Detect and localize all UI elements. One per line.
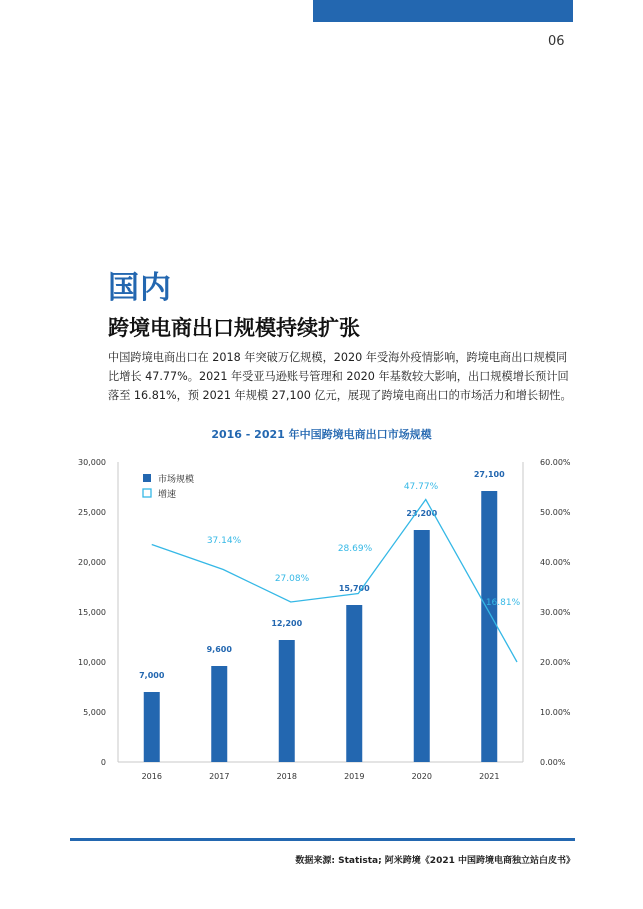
chart-title: 2016 - 2021 年中国跨境电商出口市场规模: [211, 428, 432, 441]
line-data-label: 28.69%: [337, 544, 373, 554]
source-note: 数据来源: Statista; 阿米跨境《2021 中国跨境电商独立站白皮书》: [295, 856, 575, 866]
x-tick-label: 2019: [344, 772, 365, 781]
right-tick-label: 60.00%: [540, 458, 571, 467]
right-tick-label: 0.00%: [540, 758, 566, 767]
left-tick-label: 10,000: [78, 658, 106, 667]
line-data-label: 47.77%: [403, 482, 439, 492]
bar: [144, 692, 160, 762]
legend-bar-swatch: [143, 474, 151, 482]
body-paragraph: 中国跨境电商出口在 2018 年突破万亿规模，2020 年受海外疫情影响，跨境电商出口规模同比增长 47.77%。2021 年受亚马逊账号管理和 2020 年基数较大影响，出口规模增长预计回落至 16.81%，预 2021 年规模 27,100 亿元，展现了跨境电商出口的市场活力和增长韧性。: [108, 351, 572, 402]
left-tick-label: 15,000: [78, 608, 106, 617]
bar-data-label: 12,200: [271, 619, 303, 628]
bar: [481, 491, 497, 762]
top-accent-bar: [313, 0, 573, 22]
section-title: 国内: [108, 270, 172, 306]
bottom-divider: [70, 838, 575, 841]
right-tick-label: 10.00%: [540, 708, 571, 717]
left-tick-label: 25,000: [78, 508, 106, 517]
x-tick-label: 2018: [276, 772, 297, 781]
right-tick-label: 50.00%: [540, 508, 571, 517]
left-tick-label: 0: [100, 758, 106, 767]
bar-data-label: 9,600: [206, 645, 232, 654]
bar: [346, 605, 362, 762]
chart-svg: [0, 440, 643, 790]
left-tick-label: 5,000: [83, 708, 106, 717]
right-tick-label: 30.00%: [540, 608, 571, 617]
page-number: 06: [548, 34, 565, 49]
bar: [211, 666, 227, 762]
section-subtitle: 跨境电商出口规模持续扩张: [108, 316, 360, 340]
legend-line-swatch: [143, 489, 151, 497]
bar-data-label: 23,200: [406, 509, 438, 518]
line-data-label: 16.81%: [485, 598, 521, 608]
left-tick-label: 30,000: [78, 458, 106, 467]
legend-line-label: 增速: [158, 490, 177, 500]
bar: [414, 530, 430, 762]
bar-data-label: 15,700: [338, 584, 370, 593]
line-data-label: 27.08%: [274, 574, 310, 584]
x-tick-label: 2021: [479, 772, 500, 781]
growth-line: [152, 500, 517, 663]
line-data-label: 37.14%: [206, 536, 242, 546]
left-tick-label: 20,000: [78, 558, 106, 567]
x-tick-label: 2016: [141, 772, 162, 781]
bar-data-label: 7,000: [139, 671, 165, 680]
bar: [279, 640, 295, 762]
x-tick-label: 2017: [209, 772, 230, 781]
right-tick-label: 20.00%: [540, 658, 571, 667]
right-tick-label: 40.00%: [540, 558, 571, 567]
bar-data-label: 27,100: [473, 470, 505, 479]
x-tick-label: 2020: [411, 772, 432, 781]
legend-bar-label: 市场规模: [158, 475, 195, 485]
